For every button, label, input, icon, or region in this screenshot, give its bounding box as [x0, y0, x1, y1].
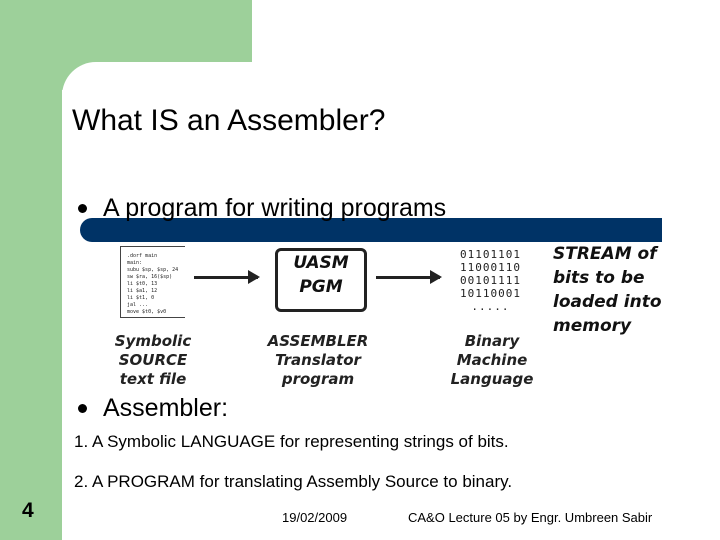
footer-date: 19/02/2009 — [282, 510, 348, 525]
stream-line: STREAM of — [553, 244, 657, 264]
binary-ellipsis: ..... — [471, 300, 510, 313]
arrow-right-icon — [376, 276, 440, 279]
binary-line: 01101101 — [460, 248, 521, 261]
bullet-text: Assembler: — [103, 394, 229, 422]
numbered-item: 1. A Symbolic LANGUAGE for representing strings of bits. — [74, 432, 509, 451]
source-line: main: — [127, 260, 143, 266]
stream-line: bits to be — [553, 268, 645, 288]
source-line: jal ... — [127, 302, 149, 308]
caption-binary — [442, 332, 542, 389]
source-document — [120, 246, 185, 318]
caption-line: program — [281, 370, 355, 388]
bullet-item — [78, 194, 446, 223]
source-line: li $t1, 0 — [127, 295, 155, 301]
binary-line: 10110001 — [460, 287, 521, 300]
binary-output — [460, 248, 521, 313]
uasm-line: PGM — [299, 277, 343, 297]
source-code-lines — [127, 253, 178, 316]
uasm-box — [275, 248, 367, 312]
binary-line: 00101111 — [460, 274, 521, 287]
caption-line: ASSEMBLER — [267, 332, 369, 350]
bullet-dot-icon — [78, 204, 87, 213]
source-line: li $t0, 13 — [127, 281, 158, 287]
caption-assembler — [250, 332, 386, 389]
caption-source — [110, 332, 196, 389]
caption-line: Binary — [464, 332, 520, 350]
binary-line: 11000110 — [460, 261, 521, 274]
bullet-text: A program for writing programs — [103, 194, 447, 222]
green-sidebar — [0, 0, 62, 540]
caption-line: Machine — [456, 351, 528, 369]
bullet-item — [78, 394, 228, 423]
stream-label — [553, 242, 710, 338]
arrow-right-icon — [194, 276, 258, 279]
caption-line: Translator — [275, 351, 361, 369]
source-line: li $a1, 12 — [127, 288, 158, 294]
stream-line: loaded into memory — [553, 292, 662, 336]
uasm-line: UASM — [293, 253, 349, 273]
source-line: move $t0, $v0 — [127, 309, 167, 315]
footer-text: CA&O Lecture 05 by Engr. Umbreen Sabir — [408, 510, 653, 525]
source-line: sw $ra, 16($sp) — [127, 274, 173, 280]
assembler-diagram — [110, 238, 710, 390]
caption-line: SOURCE — [118, 351, 188, 369]
numbered-item: 2. A PROGRAM for translating Assembly Source to binary. — [74, 472, 513, 491]
caption-line: text file — [119, 370, 187, 388]
caption-line: Language — [450, 370, 534, 388]
source-line: .dorf main — [127, 253, 158, 259]
source-line: subu $sp, $sp, 24 — [127, 267, 179, 273]
bullet-dot-icon — [78, 404, 87, 413]
slide-title: What IS an Assembler? — [72, 104, 386, 137]
caption-line: Symbolic — [114, 332, 192, 350]
page-number: 4 — [22, 499, 34, 522]
